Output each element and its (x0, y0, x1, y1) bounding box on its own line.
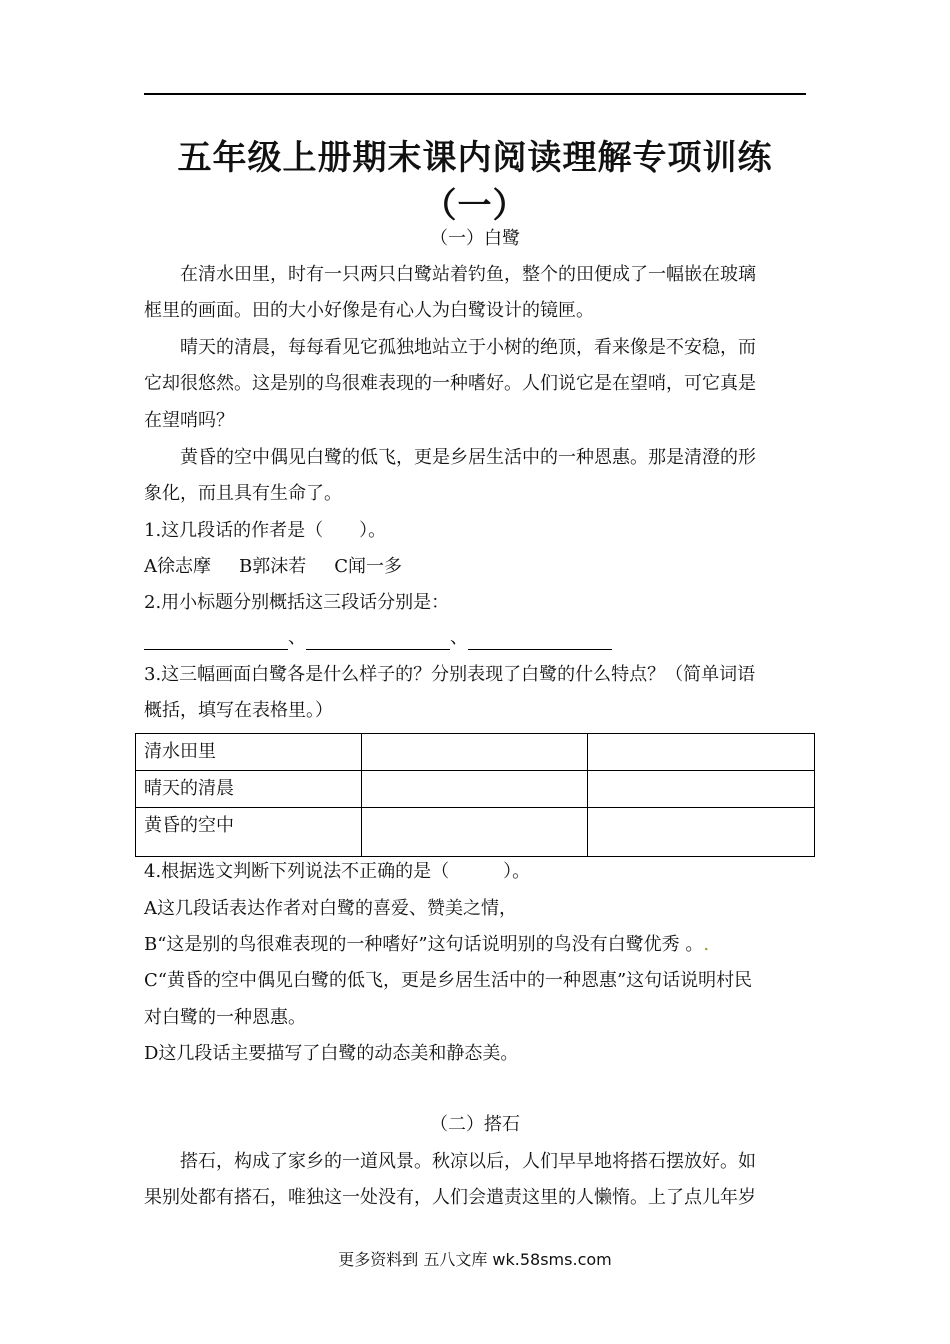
table-row-label: 黄昏的空中 (136, 808, 362, 857)
question-1: 1.这几段话的作者是（ ）。 (144, 520, 387, 541)
stray-mark: . (703, 934, 710, 955)
answer-cell[interactable] (588, 808, 815, 857)
paragraph-line: 果别处都有搭石，唯独这一处没有，人们会遣责这里的人懒惰。上了点儿年岁 (144, 1187, 756, 1208)
answer-blanks (144, 626, 806, 650)
footer-text: 更多资料到 五八文库 wk.58sms.com (338, 1250, 612, 1269)
answer-table (135, 733, 815, 857)
answer-cell[interactable] (362, 734, 588, 771)
answer-cell[interactable] (362, 808, 588, 857)
question-3-cont: 概括，填写在表格里。） (144, 700, 333, 721)
answer-cell[interactable] (588, 734, 815, 771)
page-title: 五年级上册期末课内阅读理解专项训练 (177, 138, 773, 178)
option-d: D这几段话主要描写了白鹭的动态美和静态美。 (144, 1043, 519, 1064)
section1-heading: （一）白鹭 (430, 228, 520, 249)
option-c: C“黄昏的空中偶见白鹭的低飞，更是乡居生活中的一种恩惠”这句话说明村民 (144, 970, 753, 991)
paragraph-line: 搭石，构成了家乡的一道风景。秋凉以后，人们早早地将搭石摆放好。如 (180, 1151, 756, 1172)
question-4: 4.根据选文判断下列说法不正确的是（ ）。 (144, 861, 531, 882)
paragraph-line: 在望哨吗？ (144, 410, 234, 431)
option-b: B郭沫若 (239, 556, 307, 577)
answer-blank[interactable] (306, 631, 450, 650)
table-row (136, 734, 815, 771)
paragraph-line: 黄昏的空中偶见白鹭的低飞，更是乡居生活中的一种恩惠。那是清澄的形 (180, 447, 756, 468)
separator: 、 (288, 627, 306, 648)
separator: 、 (450, 627, 468, 648)
answer-blank[interactable] (468, 631, 612, 650)
option-b-text: B“这是别的鸟很难表现的一种嗜好”这句话说明别的鸟没有白鹭优秀 。 (144, 934, 704, 955)
table-row-label: 清水田里 (136, 734, 362, 771)
answer-cell[interactable] (362, 771, 588, 808)
paragraph-line: 晴天的清晨，每每看见它孤独地站立于小树的绝顶，看来像是不安稳，而 (180, 337, 756, 358)
table-row-label: 晴天的清晨 (136, 771, 362, 808)
question-2: 2.用小标题分别概括这三段话分别是： (144, 592, 450, 613)
table-row (136, 771, 815, 808)
answer-blank[interactable] (144, 631, 288, 650)
option-a: A这几段话表达作者对白鹭的喜爱、赞美之情， (144, 898, 517, 919)
question-3: 3.这三幅画面白鹭各是什么样子的？分别表现了白鹭的什么特点？（简单词语 (144, 664, 756, 685)
question-1-options (144, 555, 806, 579)
section2-heading: （二）搭石 (430, 1114, 520, 1135)
paragraph-line: 它却很悠然。这是别的鸟很难表现的一种嗜好。人们说它是在望哨，可它真是 (144, 373, 756, 394)
answer-cell[interactable] (588, 771, 815, 808)
option-b (144, 933, 806, 957)
page-title-sub: （一） (422, 186, 528, 226)
paragraph-line: 象化，而且具有生命了。 (144, 483, 342, 504)
paragraph-line: 在清水田里，时有一只两只白鹭站着钓鱼，整个的田便成了一幅嵌在玻璃 (180, 264, 756, 285)
option-a: A徐志摩 (144, 556, 211, 577)
top-rule (144, 93, 806, 95)
option-c-cont: 对白鹭的一种恩惠。 (144, 1007, 306, 1028)
option-c: C闻一多 (334, 556, 403, 577)
table-row (136, 808, 815, 857)
paragraph-line: 框里的画面。田的大小好像是有心人为白鹭设计的镜匣。 (144, 300, 594, 321)
